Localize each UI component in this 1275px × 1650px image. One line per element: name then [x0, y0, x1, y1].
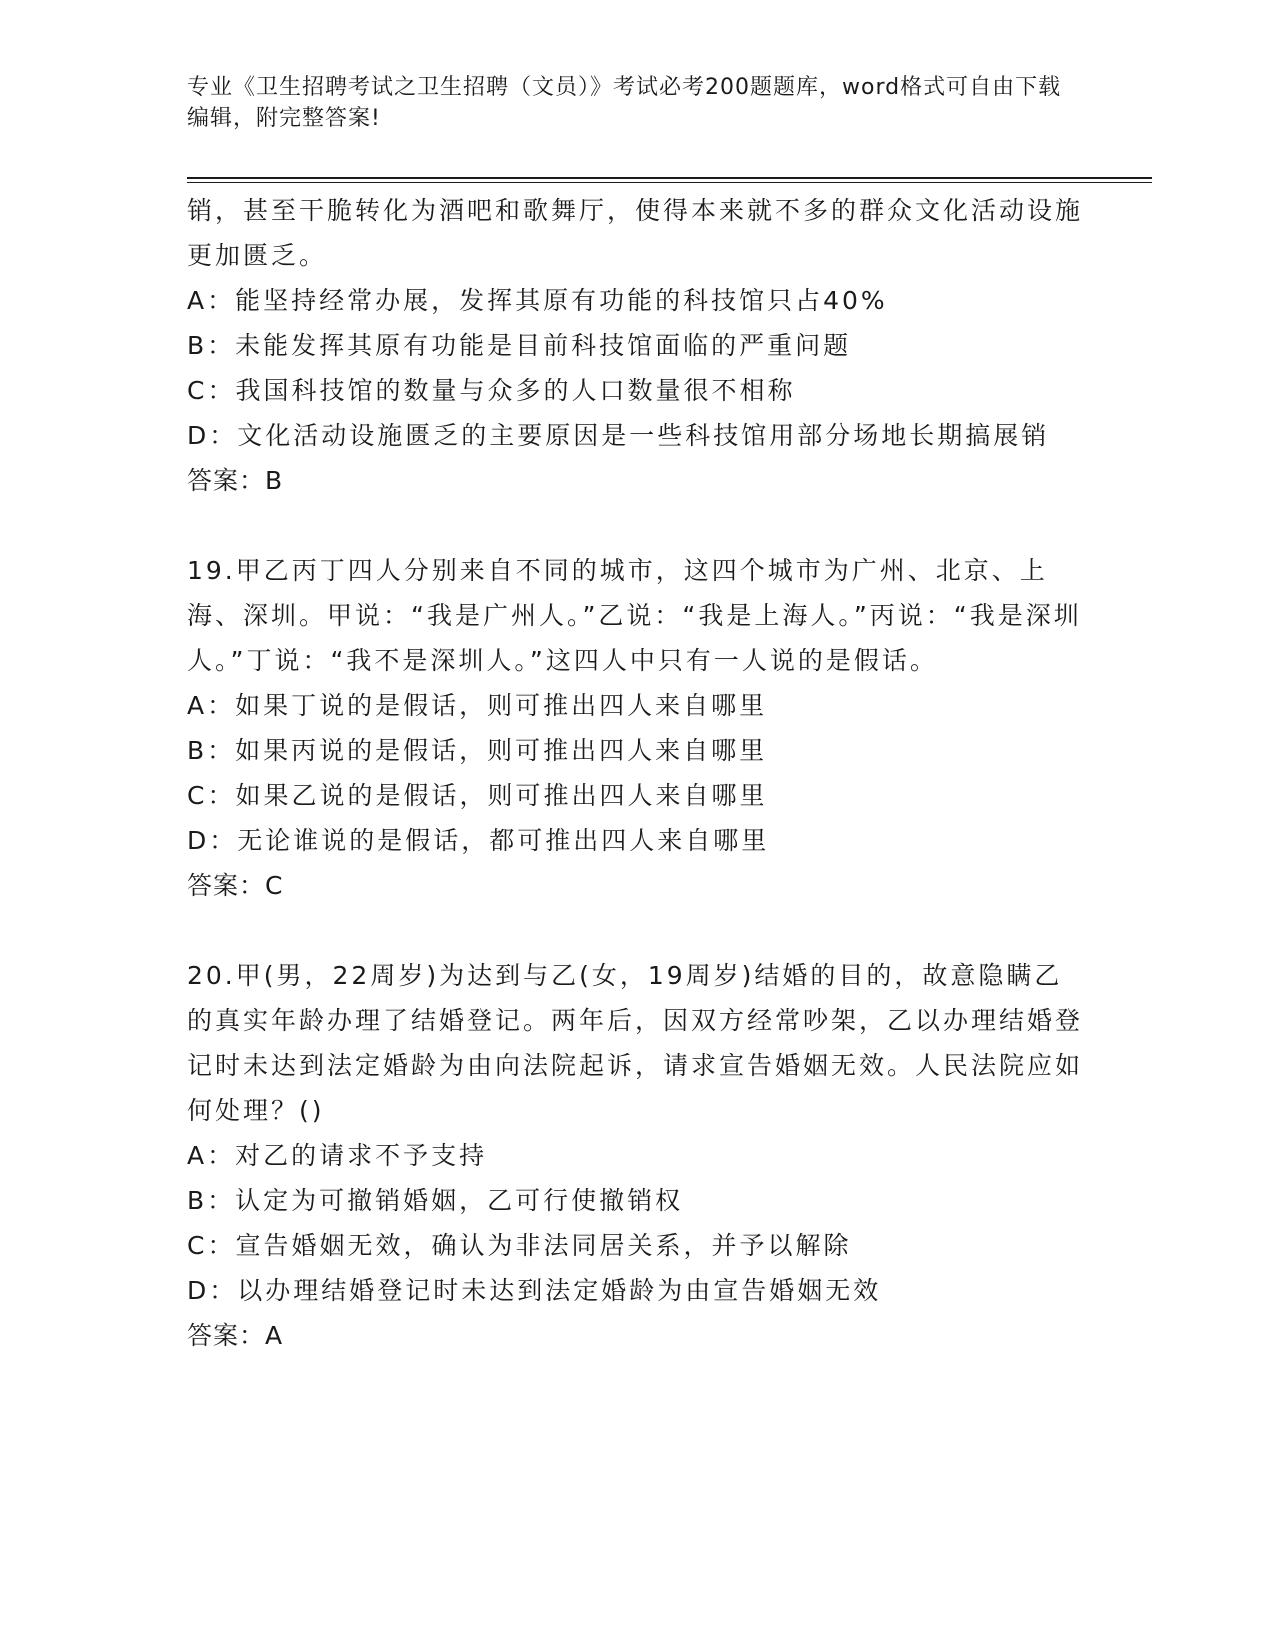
- option-a: A：能坚持经常办展，发挥其原有功能的科技馆只占40%: [187, 286, 888, 315]
- option-a: A：如果丁说的是假话，则可推出四人来自哪里: [187, 691, 768, 720]
- question-stem: 销，甚至干脆转化为酒吧和歌舞厅，使得本来就不多的群众文化活动设施更加匮乏。: [187, 196, 1084, 270]
- option-c: C：我国科技馆的数量与众多的人口数量很不相称: [187, 376, 796, 405]
- question-stem: 19.甲乙丙丁四人分别来自不同的城市，这四个城市为广州、北京、上海、深圳。甲说：“我是广州人。”乙说：“我是上海人。”丙说：“我是深圳人。”丁说：“我不是深圳人。”这四人中只有一人说的是假话。: [187, 556, 1082, 675]
- option-b: B：认定为可撤销婚姻，乙可行使撤销权: [187, 1186, 684, 1215]
- header-divider-thin: [187, 182, 1152, 183]
- question-19: [187, 548, 1087, 908]
- question-content: [187, 188, 1087, 1358]
- option-b: B：未能发挥其原有功能是目前科技馆面临的严重问题: [187, 331, 852, 360]
- option-d: D：文化活动设施匮乏的主要原因是一些科技馆用部分场地长期搞展销: [187, 421, 1050, 450]
- option-d: D：以办理结婚登记时未达到法定婚龄为由宣告婚姻无效: [187, 1276, 882, 1305]
- question-20: [187, 953, 1087, 1358]
- option-b: B：如果丙说的是假话，则可推出四人来自哪里: [187, 736, 768, 765]
- question-18: [187, 188, 1087, 503]
- page-header: 专业《卫生招聘考试之卫生招聘（文员）》考试必考200题题库，word格式可自由下载编辑，附完整答案!: [187, 75, 1062, 131]
- question-stem: 20.甲(男，22周岁)为达到与乙(女，19周岁)结婚的目的，故意隐瞒乙的真实年龄办理了结婚登记。两年后，因双方经常吵架，乙以办理结婚登记时未达到法定婚龄为由向法院起诉，请求宣告婚姻无效。人民法院应如何处理？(): [187, 961, 1084, 1125]
- answer: 答案：C: [187, 871, 284, 900]
- option-c: C：如果乙说的是假话，则可推出四人来自哪里: [187, 781, 768, 810]
- answer: 答案：A: [187, 1321, 284, 1350]
- option-a: A：对乙的请求不予支持: [187, 1141, 488, 1170]
- header-divider: [187, 177, 1152, 179]
- answer: 答案：B: [187, 466, 284, 495]
- option-d: D：无论谁说的是假话，都可推出四人来自哪里: [187, 826, 770, 855]
- option-c: C：宣告婚姻无效，确认为非法同居关系，并予以解除: [187, 1231, 852, 1260]
